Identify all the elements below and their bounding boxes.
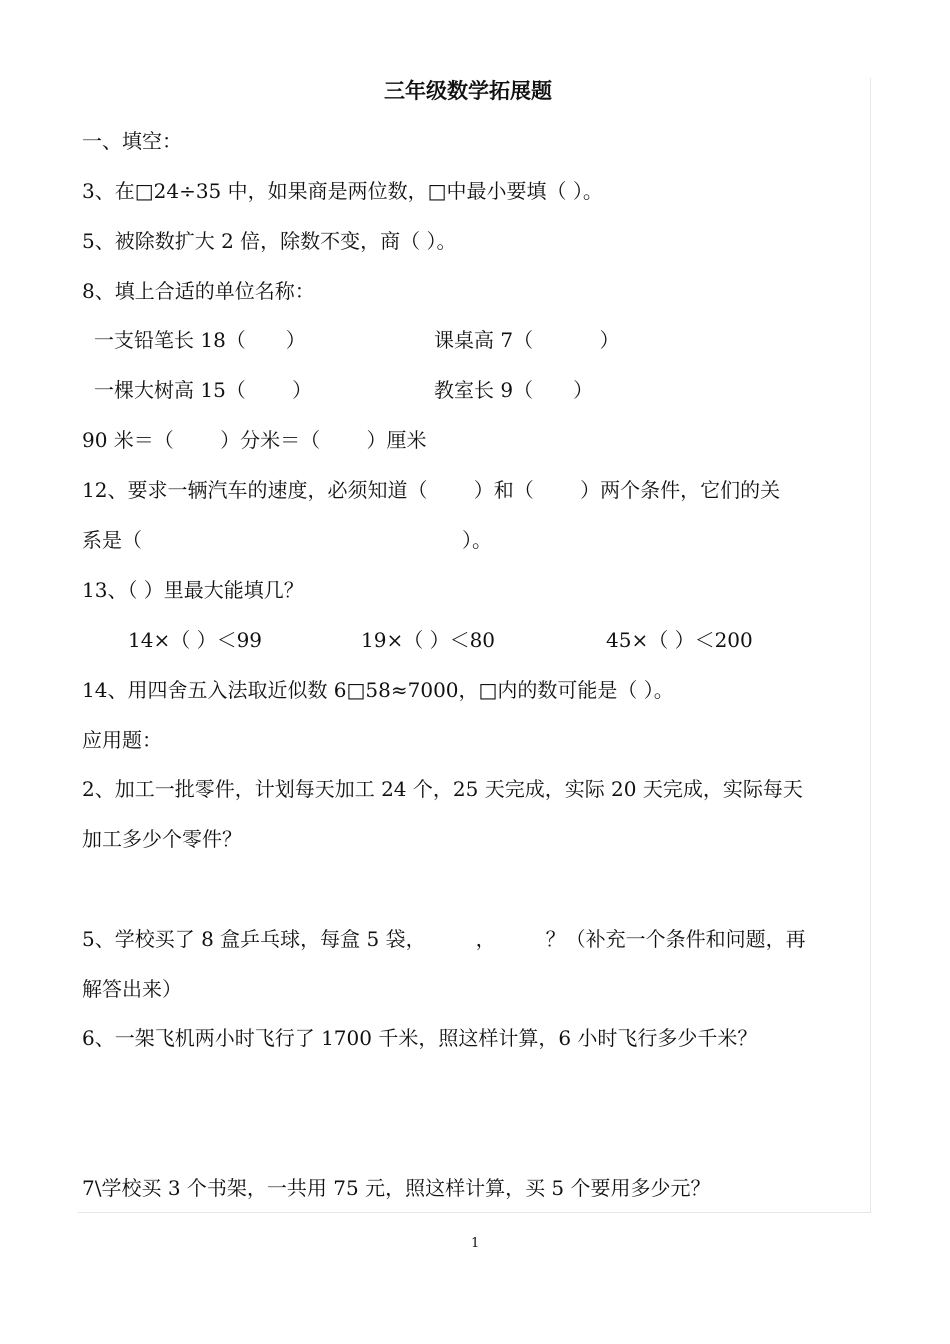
word-problem-7: 7\学校买 3 个书架，一共用 75 元，照这样计算，买 5 个要用多少元？	[82, 1176, 711, 1200]
page-number: 1	[471, 1236, 480, 1251]
question-13-expression-3: 45×（ ）＜200	[606, 628, 753, 652]
question-12-line-2: 系是（ ）。	[82, 528, 492, 552]
question-8: 8、填上合适的单位名称：	[82, 279, 315, 303]
word-problem-5-line-1: 5、学校买了 8 盒乒乓球，每盒 5 袋， ， ？（补充一个条件和问题，再	[82, 927, 806, 951]
question-3: 3、在□24÷35 中，如果商是两位数，□中最小要填（ ）。	[82, 179, 603, 203]
question-8-pencil: 一支铅笔长 18（ ）	[94, 328, 306, 352]
word-problem-2-line-1: 2、加工一批零件，计划每天加工 24 个，25 天完成，实际 20 天完成，实际每天	[82, 777, 803, 801]
page-border-bottom	[78, 1212, 871, 1213]
word-problem-2-line-2: 加工多少个零件？	[82, 827, 242, 851]
question-13-expression-1: 14×（ ）＜99	[128, 628, 263, 652]
page-title: 三年级数学拓展题	[384, 78, 552, 103]
question-8-classroom: 教室长 9（ ）	[434, 378, 594, 402]
question-13: 13、（ ）里最大能填几？	[82, 578, 304, 602]
word-problem-5-line-2: 解答出来）	[82, 977, 182, 1001]
question-8-conversion: 90 米＝（ ）分米＝（ ）厘米	[82, 428, 427, 452]
question-8-desk: 课桌高 7（ ）	[434, 328, 620, 352]
question-12-line-1: 12、要求一辆汽车的速度，必须知道（ ）和（ ）两个条件，它们的关	[82, 478, 781, 502]
section-heading-word-problems: 应用题：	[82, 728, 162, 752]
page-border-right	[870, 78, 871, 1213]
word-problem-6: 6、一架飞机两小时飞行了 1700 千米，照这样计算，6 小时飞行多少千米？	[82, 1026, 758, 1050]
question-14: 14、用四舍五入法取近似数 6□58≈7000，□内的数可能是（ ）。	[82, 678, 674, 702]
question-8-tree: 一棵大树高 15（ ）	[94, 378, 313, 402]
section-heading-fill-in: 一、填空：	[82, 129, 182, 153]
question-5: 5、被除数扩大 2 倍，除数不变，商（ ）。	[82, 229, 457, 253]
question-13-expression-2: 19×（ ）＜80	[361, 628, 496, 652]
